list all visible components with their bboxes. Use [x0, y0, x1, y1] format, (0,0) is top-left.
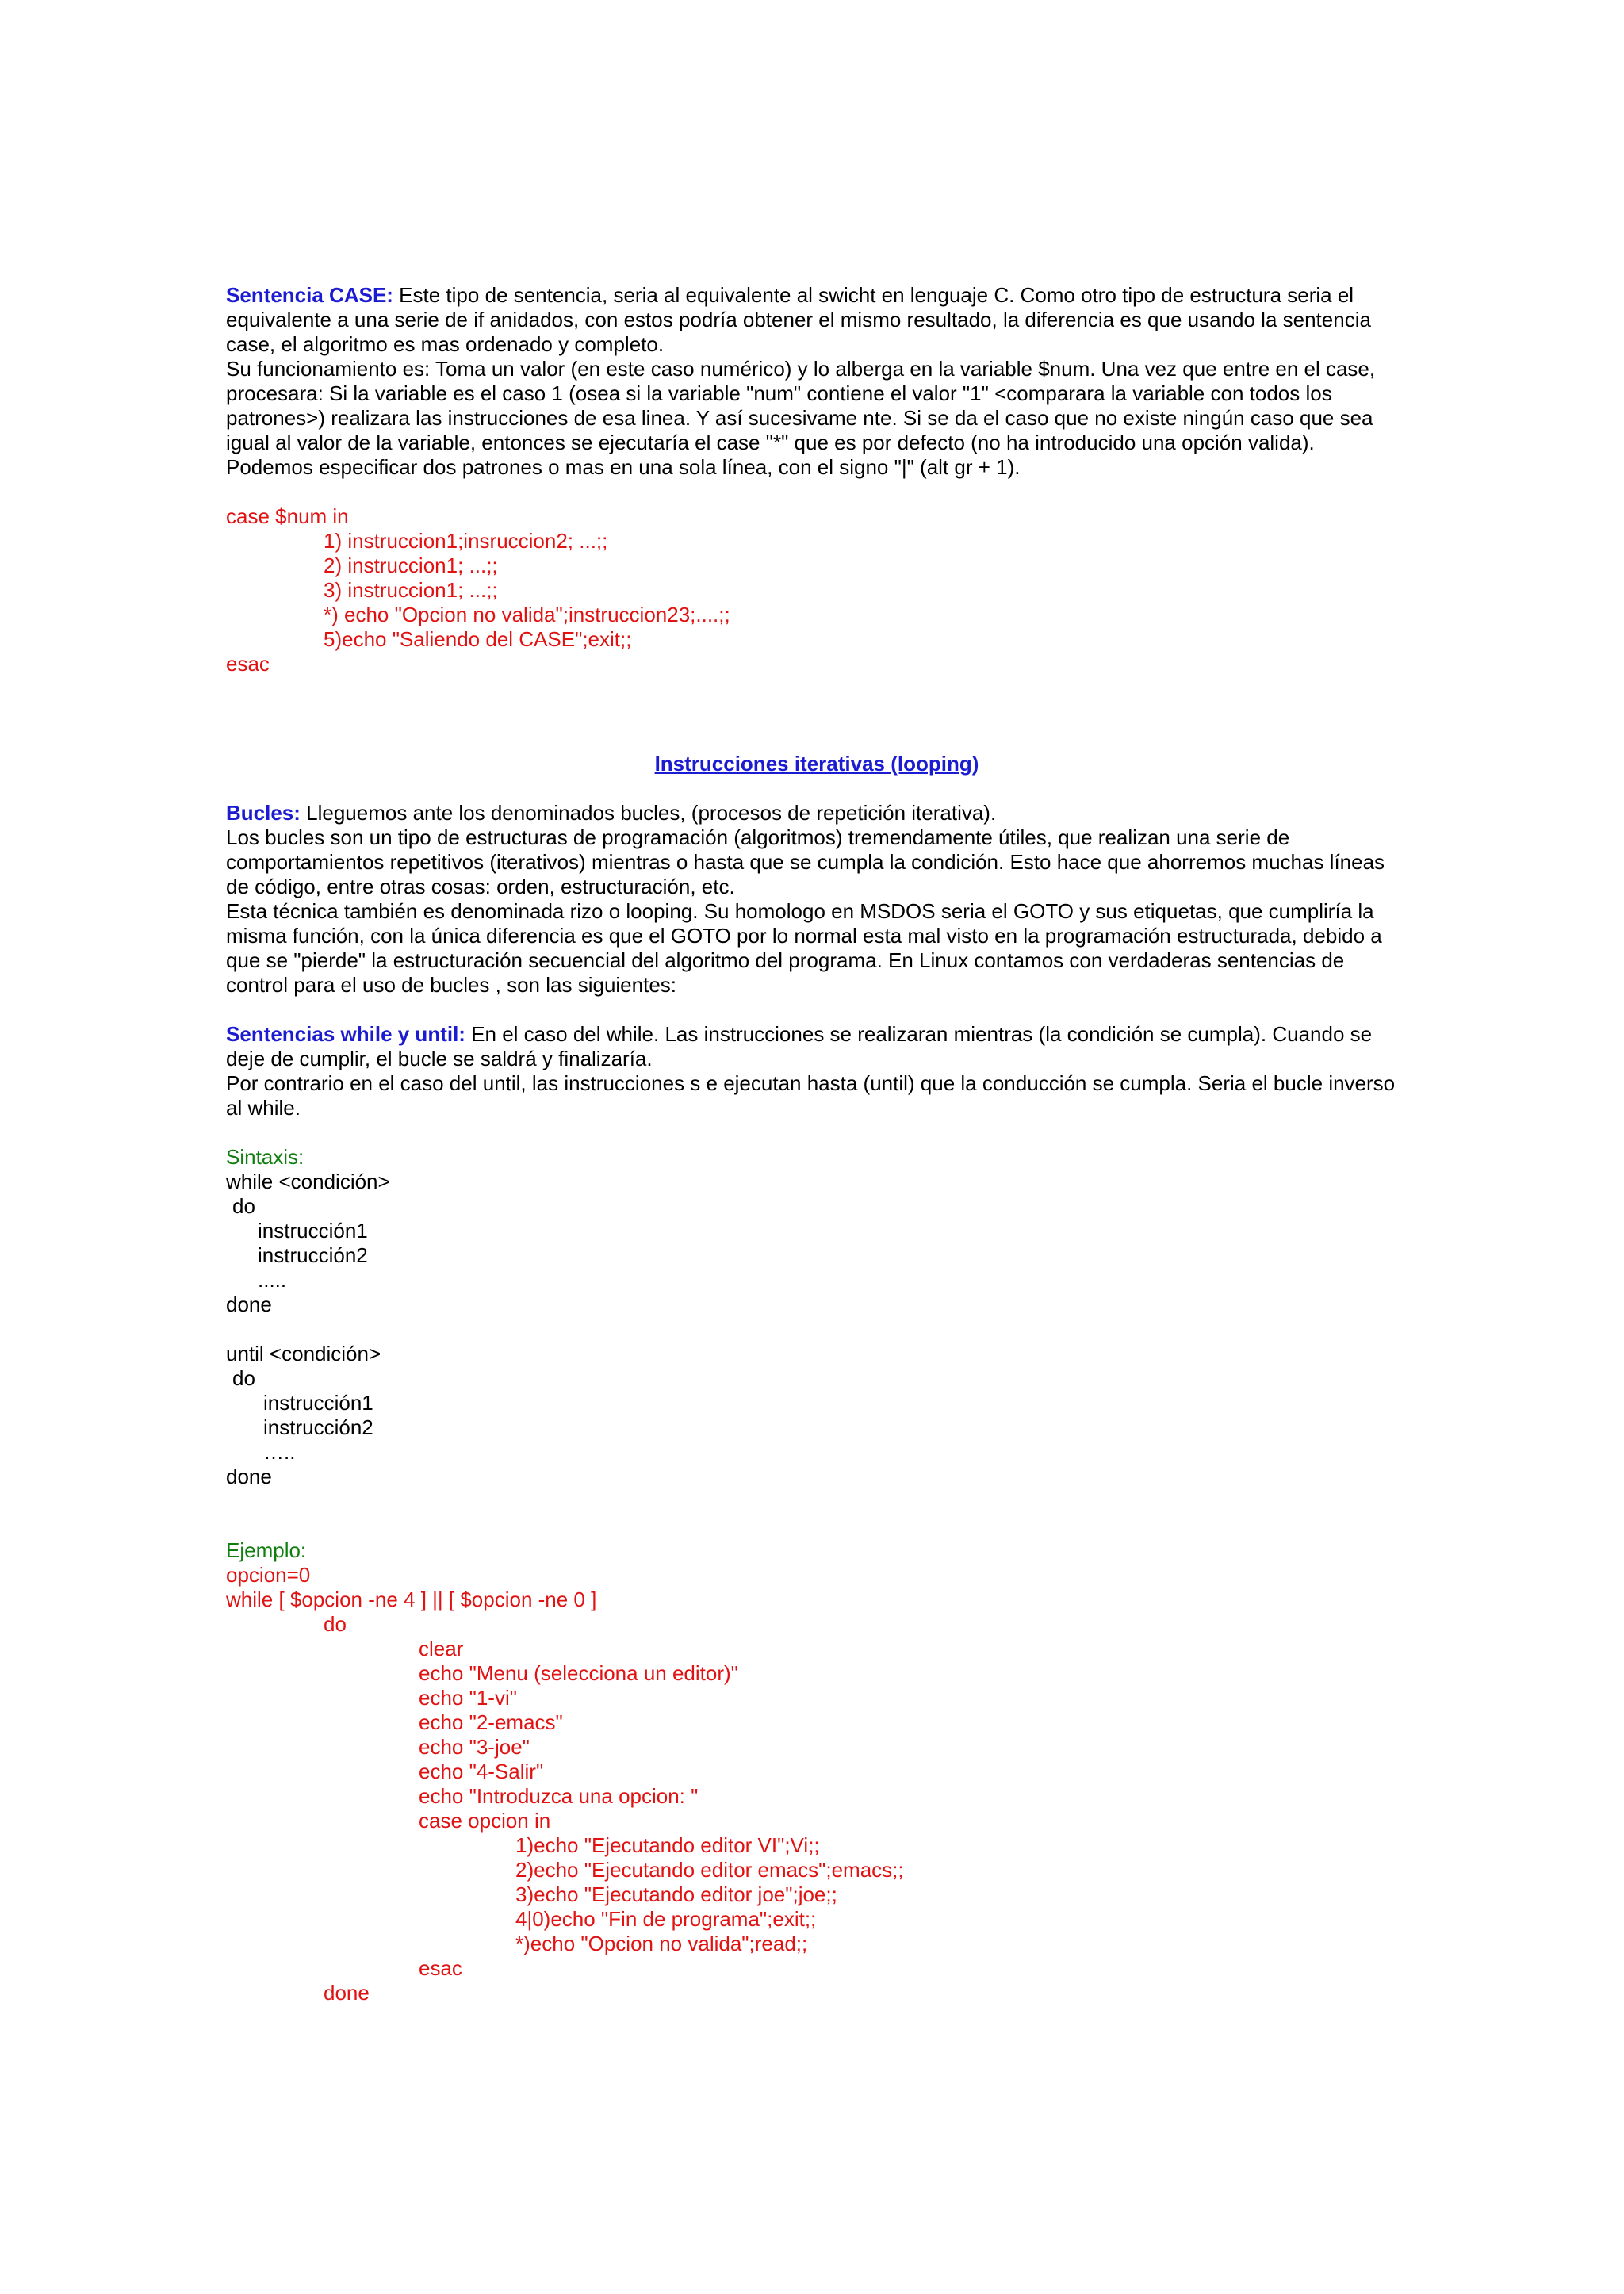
- code-line: case $num in: [226, 504, 349, 528]
- code-line: 4|0)echo "Fin de programa";exit;;: [515, 1907, 817, 1931]
- code-line: echo "Menu (selecciona un editor)": [419, 1661, 738, 1685]
- while-until-label: Sentencias while y until:: [226, 1022, 465, 1046]
- code-line: echo "1-vi": [419, 1686, 517, 1710]
- syntax-line: instrucción1: [258, 1219, 368, 1243]
- syntax-line: …..: [263, 1440, 296, 1464]
- case-code-block: [226, 504, 1408, 676]
- document-content: [226, 283, 1408, 2005]
- case-label: Sentencia CASE:: [226, 283, 393, 307]
- code-line: clear: [419, 1637, 464, 1660]
- code-line: 5)echo "Saliendo del CASE";exit;;: [324, 627, 632, 651]
- until-syntax-block: [226, 1342, 1408, 1489]
- code-line: esac: [226, 652, 270, 676]
- syntax-line: done: [226, 1293, 272, 1316]
- while-until-paragraph: [226, 1022, 1408, 1071]
- bucles-text-1: Lleguemos ante los denominados bucles, (procesos de repetición iterativa).: [300, 801, 997, 825]
- while-syntax-block: [226, 1170, 1408, 1317]
- case-text-1: Este tipo de sentencia, seria al equivalente al swicht en lenguaje C. Como otro tipo de estructura seria el equivalente a una serie de if anidados, con estos podría obtener el mismo resultado, la diferencia es que usando la sentencia case, el algoritmo es mas ordenado y completo.: [226, 283, 1371, 356]
- bucles-text-3: Esta técnica también es denominada rizo o looping. Su homologo en MSDOS seria el GOTO y sus etiquetas, que cumpliría la misma función, con la única diferencia es que el GOTO por lo normal esta mal visto en la programación estructurada, debido a que se "pierde" la estructuración secuencial del algoritmo del programa. En Linux contamos con verdaderas sentencias de control para el uso de bucles , son las siguientes:: [226, 899, 1382, 997]
- case-paragraph: [226, 283, 1408, 357]
- code-line: *) echo "Opcion no valida";instruccion23;....;;: [324, 603, 730, 626]
- code-line: 2) instruccion1; ...;;: [324, 553, 498, 577]
- syntax-line: instrucción1: [263, 1391, 373, 1415]
- while-until-text-2: Por contrario en el caso del until, las instrucciones s e ejecutan hasta (until) que la conducción se cumpla. Seria el bucle inverso al while.: [226, 1071, 1396, 1120]
- syntax-line: done: [226, 1465, 272, 1488]
- case-text-3: Podemos especificar dos patrones o mas en una sola línea, con el signo "|" (alt gr + 1).: [226, 455, 1021, 479]
- section-heading: Instrucciones iterativas (looping): [654, 752, 979, 776]
- ejemplo-label: Ejemplo:: [226, 1538, 307, 1562]
- syntax-line: .....: [258, 1268, 287, 1292]
- code-line: echo "2-emacs": [419, 1710, 563, 1734]
- code-line: do: [324, 1612, 347, 1636]
- syntax-line: instrucción2: [263, 1415, 373, 1439]
- bucles-paragraph: [226, 801, 1408, 825]
- code-line: echo "4-Salir": [419, 1760, 544, 1783]
- code-line: echo "Introduzca una opcion: ": [419, 1784, 699, 1808]
- code-line: case opcion in: [419, 1809, 551, 1833]
- sintaxis-label: Sintaxis:: [226, 1145, 304, 1169]
- code-line: 1)echo "Ejecutando editor VI";Vi;;: [515, 1833, 820, 1857]
- code-line: *)echo "Opcion no valida";read;;: [515, 1932, 808, 1955]
- example-code-block: [226, 1563, 1408, 2005]
- code-line: echo "3-joe": [419, 1735, 530, 1759]
- syntax-line: while <condición>: [226, 1170, 390, 1193]
- code-line: done: [324, 1981, 370, 2005]
- syntax-line: do: [232, 1366, 255, 1390]
- code-line: while [ $opcion -ne 4 ] || [ $opcion -ne 0 ]: [226, 1587, 597, 1611]
- bucles-text-2: Los bucles son un tipo de estructuras de programación (algoritmos) tremendamente útiles, que realizan una serie de comportamientos repetitivos (iterativos) mientras o hasta que se cumpla la condición. Esto hace que ahorremos muchas líneas de código, entre otras cosas: orden, estructuración, etc.: [226, 825, 1385, 898]
- bucles-label: Bucles:: [226, 801, 301, 825]
- code-line: 3) instruccion1; ...;;: [324, 578, 498, 602]
- syntax-line: instrucción2: [258, 1243, 368, 1267]
- case-text-2: Su funcionamiento es: Toma un valor (en este caso numérico) y lo alberga en la variable $num. Una vez que entre en el case, procesara: Si la variable es el caso 1 (osea si la variable "num" contiene el valor "1" <comparara la variable con todos los patrones>) realizara las instrucciones de esa linea. Y así sucesivame nte. Si se da el caso que no existe ningún caso que sea igual al valor de la variable, entonces se ejecutaría el case "*" que es por defecto (no ha introducido una opción valida).: [226, 357, 1376, 454]
- while-until-text-1: En el caso del while. Las instrucciones se realizaran mientras (la condición se cumpla). Cuando se deje de cumplir, el bucle se saldrá y finalizaría.: [226, 1022, 1373, 1070]
- code-line: opcion=0: [226, 1563, 311, 1587]
- code-line: esac: [419, 1956, 462, 1980]
- code-line: 3)echo "Ejecutando editor joe";joe;;: [515, 1882, 837, 1906]
- code-line: 1) instruccion1;insruccion2; ...;;: [324, 529, 608, 553]
- syntax-line: do: [232, 1194, 255, 1218]
- syntax-line: until <condición>: [226, 1342, 381, 1365]
- code-line: 2)echo "Ejecutando editor emacs";emacs;;: [515, 1858, 904, 1882]
